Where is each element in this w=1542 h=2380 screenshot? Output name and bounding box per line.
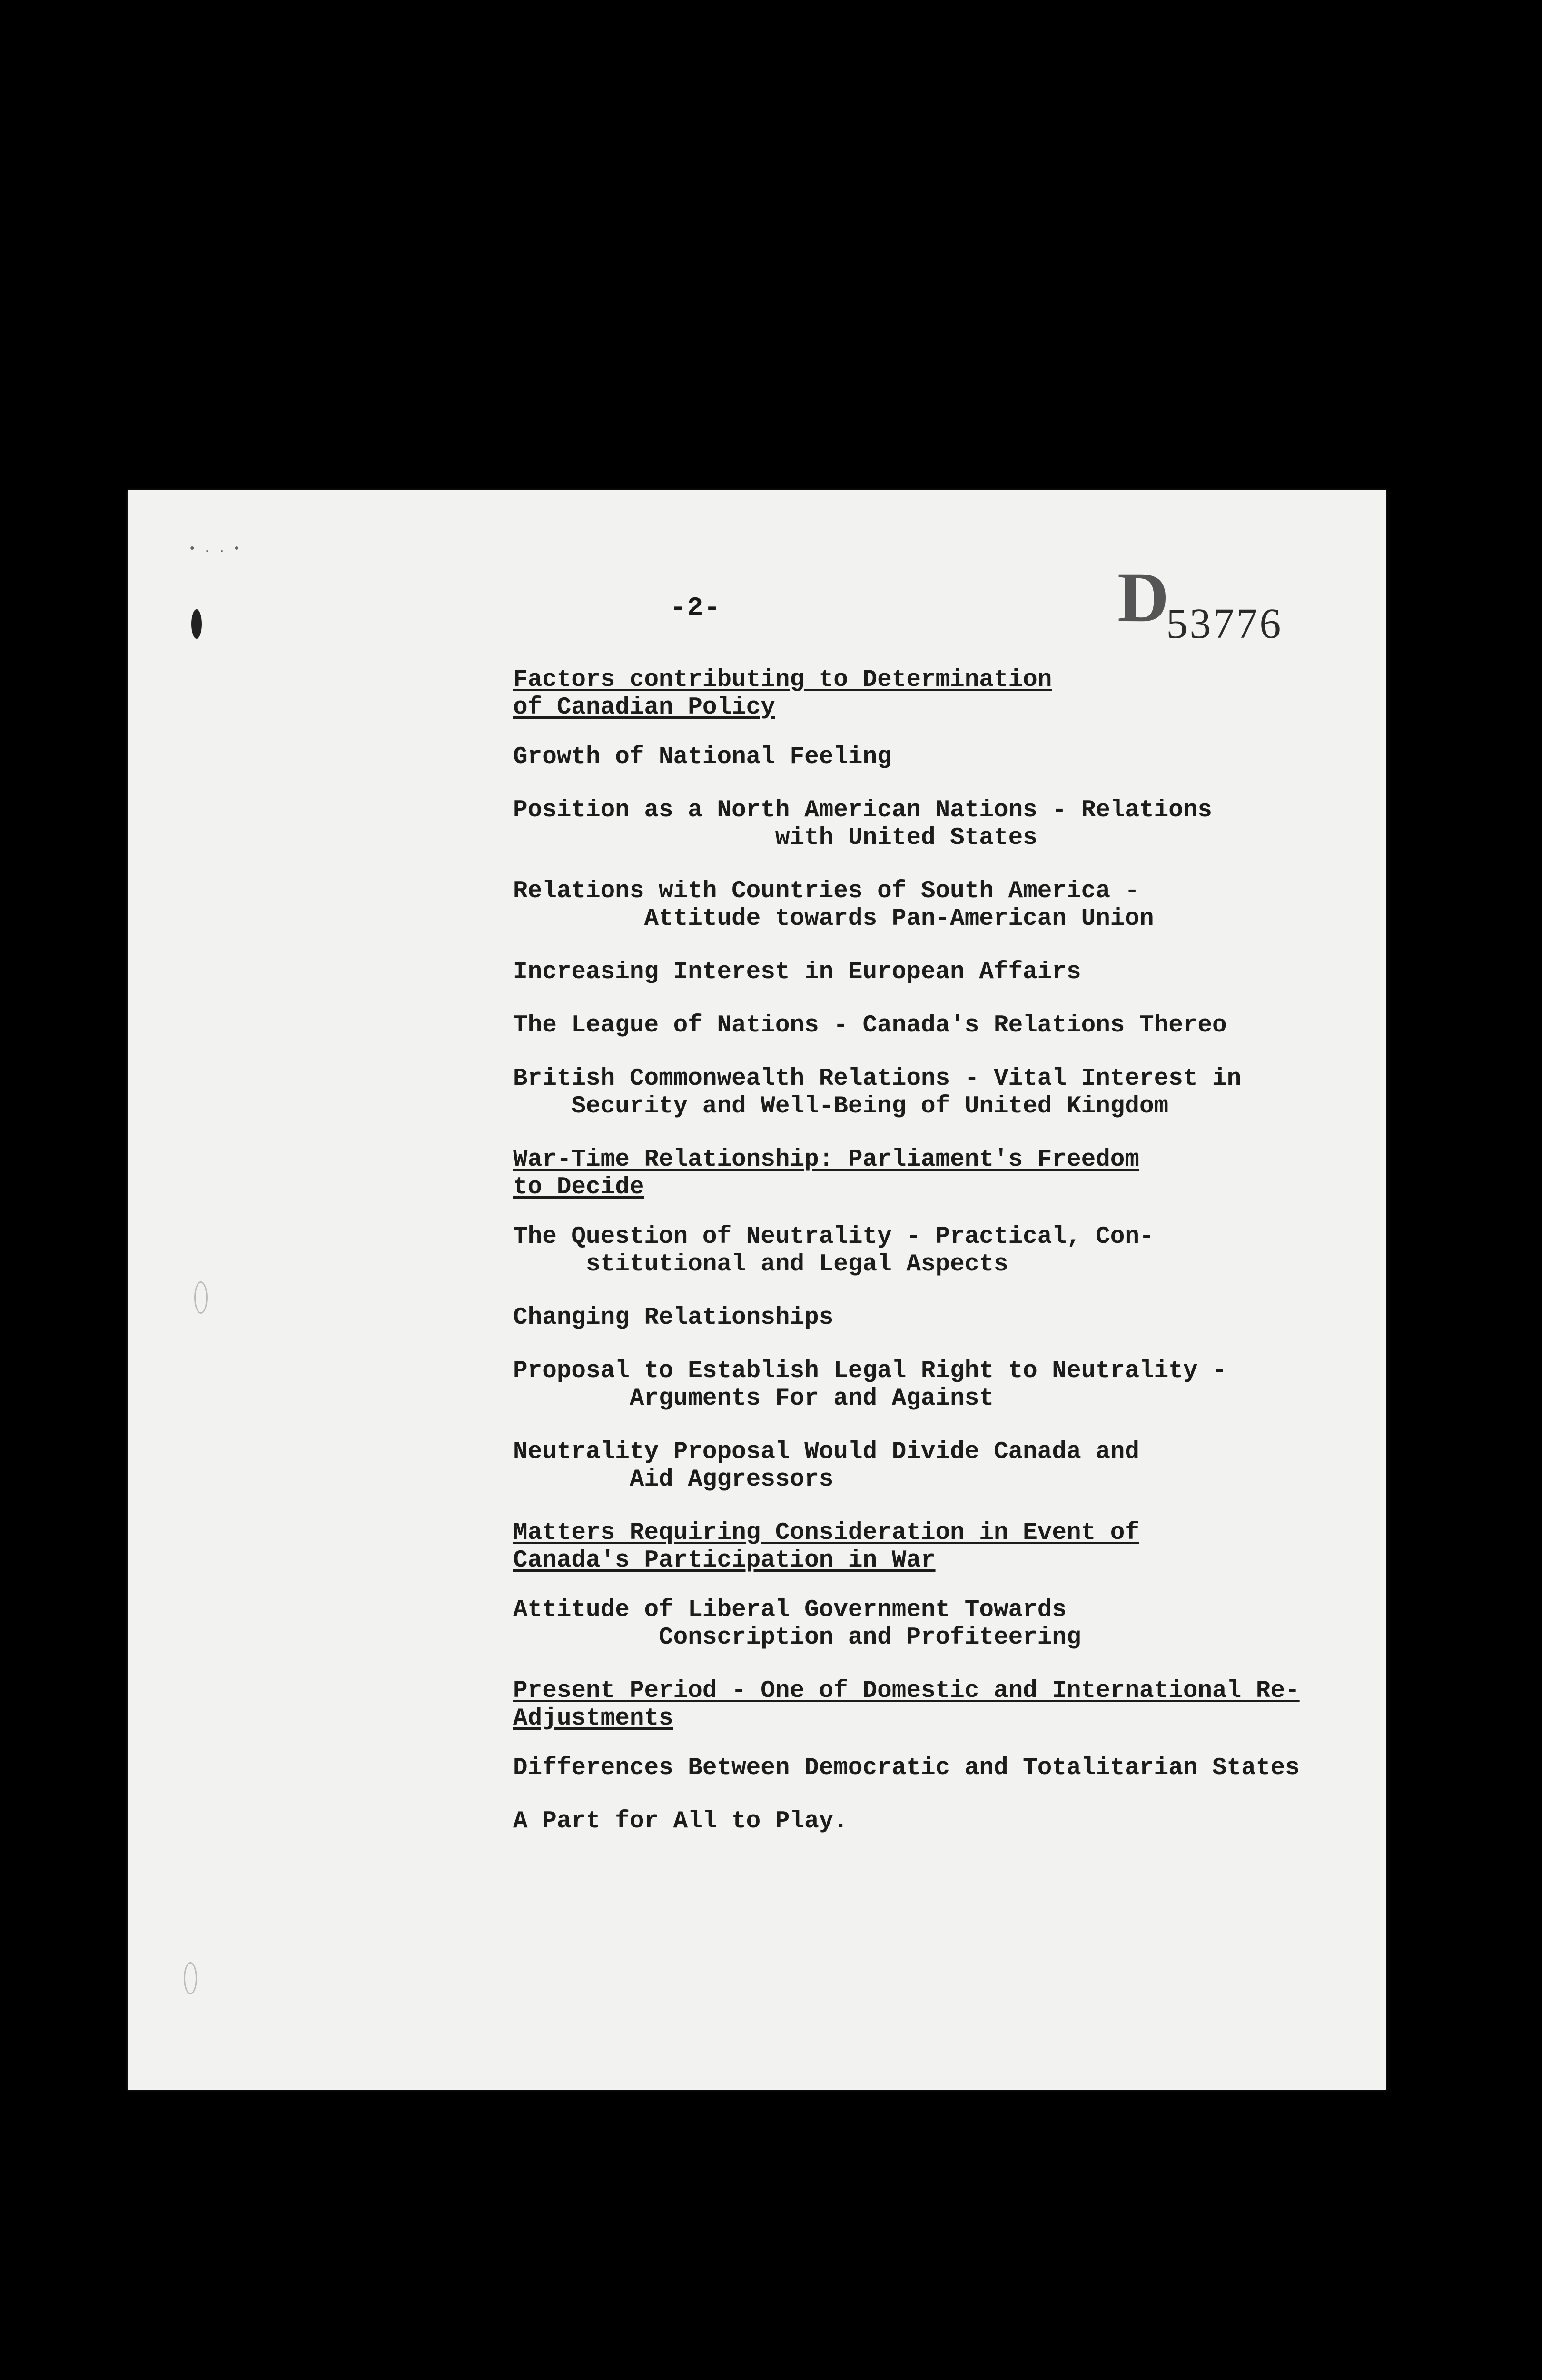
- punch-hole-lower: [184, 1962, 197, 1994]
- outline-item: British Commonwealth Relations - Vital Interest in Security and Well-Being of United Kingdom: [513, 1065, 1242, 1120]
- page-number: -2-: [670, 593, 721, 623]
- outline-item: Changing Relationships: [513, 1304, 834, 1331]
- document-code: [1117, 558, 1283, 647]
- outline-item: Position as a North American Nations - Relations with United States: [513, 797, 1213, 852]
- outline: [513, 666, 1379, 1861]
- document-page: [128, 490, 1386, 2090]
- outline-heading: Factors contributing to Determination of Canadian Policy: [513, 666, 1052, 721]
- outline-heading: War-Time Relationship: Parliament's Freedom to Decide: [513, 1146, 1140, 1201]
- corner-marks: • . . •: [188, 542, 241, 556]
- document-code-letter: D: [1117, 558, 1169, 637]
- punch-hole-upper: [194, 1281, 208, 1314]
- outline-item: Proposal to Establish Legal Right to Neutrality - Arguments For and Against: [513, 1358, 1227, 1412]
- outline-item: Neutrality Proposal Would Divide Canada and Aid Aggressors: [513, 1438, 1140, 1493]
- outline-item: Increasing Interest in European Affairs: [513, 959, 1081, 986]
- outline-item: Attitude of Liberal Government Towards Conscription and Profiteering: [513, 1597, 1081, 1651]
- document-code-number: 53776: [1166, 600, 1283, 647]
- ink-mark: [191, 609, 202, 639]
- outline-heading: Matters Requiring Consideration in Event of Canada's Participation in War: [513, 1519, 1140, 1574]
- outline-item: A Part for All to Play.: [513, 1808, 848, 1835]
- outline-item: The League of Nations - Canada's Relations Thereo: [513, 1012, 1227, 1039]
- outline-item: The Question of Neutrality - Practical, Con- stitutional and Legal Aspects: [513, 1223, 1154, 1278]
- outline-item: Relations with Countries of South America - Attitude towards Pan-American Union: [513, 878, 1154, 932]
- outline-heading: Present Period - One of Domestic and International Re- Adjustments: [513, 1677, 1300, 1732]
- outline-item: Differences Between Democratic and Totalitarian States: [513, 1755, 1300, 1782]
- outline-item: Growth of National Feeling: [513, 744, 892, 771]
